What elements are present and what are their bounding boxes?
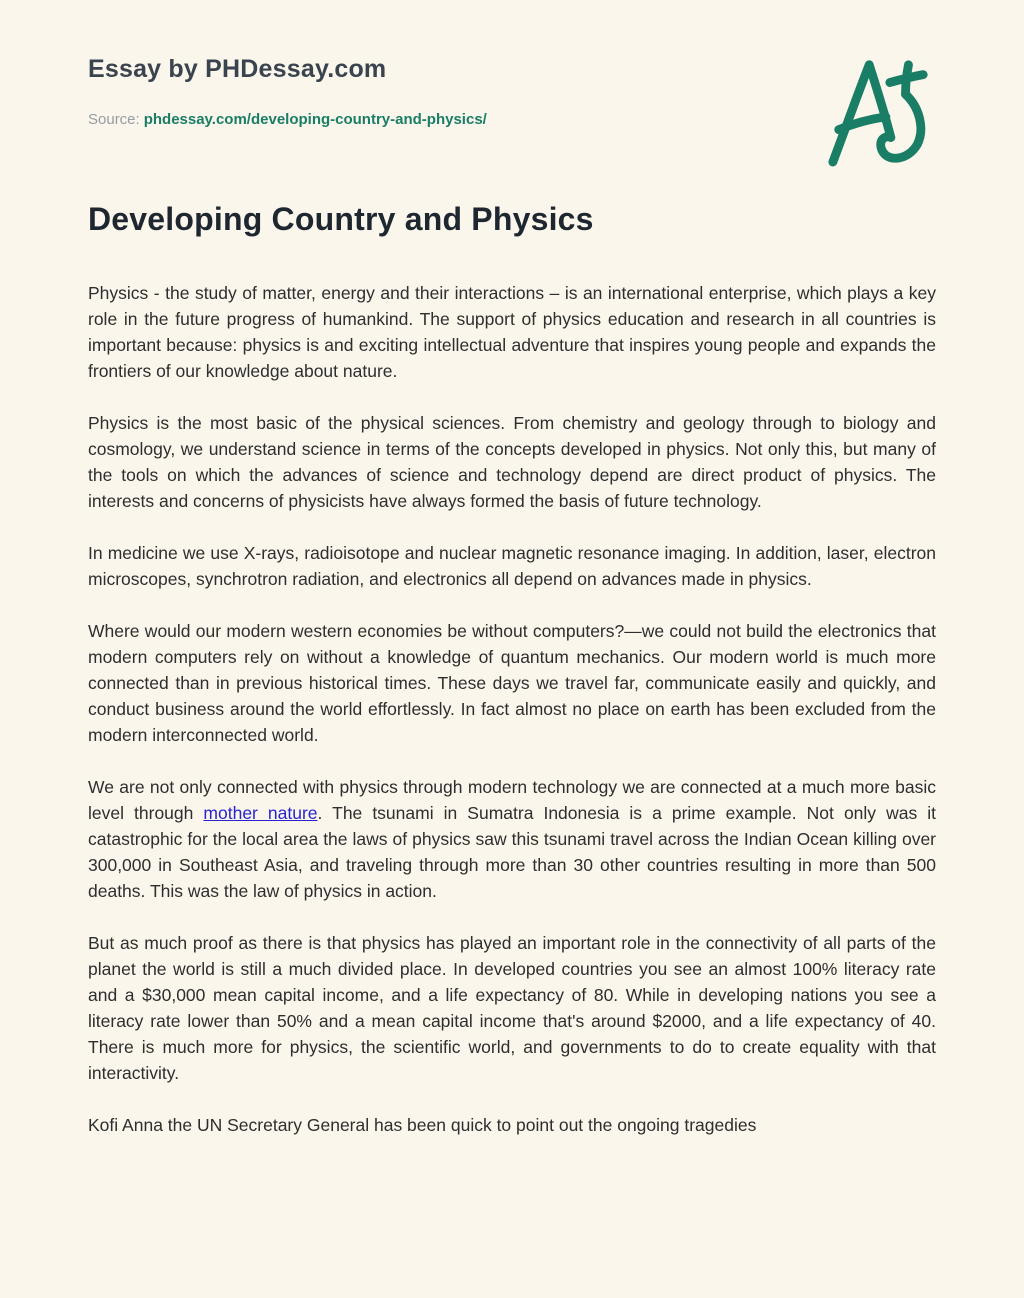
paragraph-5-text-before: We are not only connected with physics through modern technology we are connected at a much more basic level through <box>88 777 936 823</box>
paragraph-5-text-after: . The tsunami in Sumatra Indonesia is a prime example. Not only was it catastrophic for the local area the laws of physics saw this tsunami travel across the Indian Ocean killing over 300,000 in Southeast Asia, and traveling through more than 30 other countries resulting in more than 500 deaths. This was the law of physics in action. <box>88 803 936 901</box>
paragraph-7: Kofi Anna the UN Secretary General has been quick to point out the ongoing tragedies <box>88 1115 757 1135</box>
mother-nature-link[interactable]: mother nature <box>203 803 318 823</box>
source-link[interactable]: phdessay.com/developing-country-and-physics/ <box>143 111 487 128</box>
paragraph-2: Physics is the most basic of the physical sciences. From chemistry and geology through to biology and cosmology, we understand science in terms of the concepts developed in physics. Not only this, but many of the tools on which the advances of science and technology depend are direct product of physics. The interests and concerns of physicists have always formed the basis of future technology. <box>88 413 936 511</box>
essay-article <box>88 201 936 1138</box>
paragraph-1: Physics - the study of matter, energy and their interactions – is an international enterprise, which plays a key role in the future progress of humankind. The support of physics education and research in all countries is important because: physics is and exciting intellectual adventure that inspires young people and expands the frontiers of our knowledge about nature. <box>88 283 936 381</box>
page-header <box>88 55 936 128</box>
paragraph-6: But as much proof as there is that physics has played an important role in the connectivity of all parts of the planet the world is still a much divided place. In developed countries you see an almost 100% literacy rate and a $30,000 mean capital income, and a life expectancy of 80. While in developing nations you see a literacy rate lower than 50% and a mean capital income that's around $2000, and a life expectancy of 40. There is much more for physics, the scientific world, and governments to do to create equality with that interactivity. <box>88 933 936 1083</box>
paragraph-3: In medicine we use X-rays, radioisotope and nuclear magnetic resonance imaging. In addition, laser, electron microscopes, synchrotron radiation, and electronics all depend on advances made in physics. <box>88 543 936 589</box>
brand-heading: Essay by PHDessay.com <box>88 55 387 83</box>
source-label: Source: <box>88 111 140 128</box>
aplus-logo-icon <box>826 52 934 168</box>
source-line <box>88 111 936 128</box>
paragraph-4: Where would our modern western economies be without computers?—we could not build the electronics that modern computers rely on without a knowledge of quantum mechanics. Our modern world is much more connected than in previous historical times. These days we travel far, communicate easily and quickly, and conduct business around the world effortlessly. In fact almost no place on earth has been excluded from the modern interconnected world. <box>88 621 936 745</box>
page-title: Developing Country and Physics <box>88 201 594 237</box>
paragraph-5 <box>88 774 936 904</box>
